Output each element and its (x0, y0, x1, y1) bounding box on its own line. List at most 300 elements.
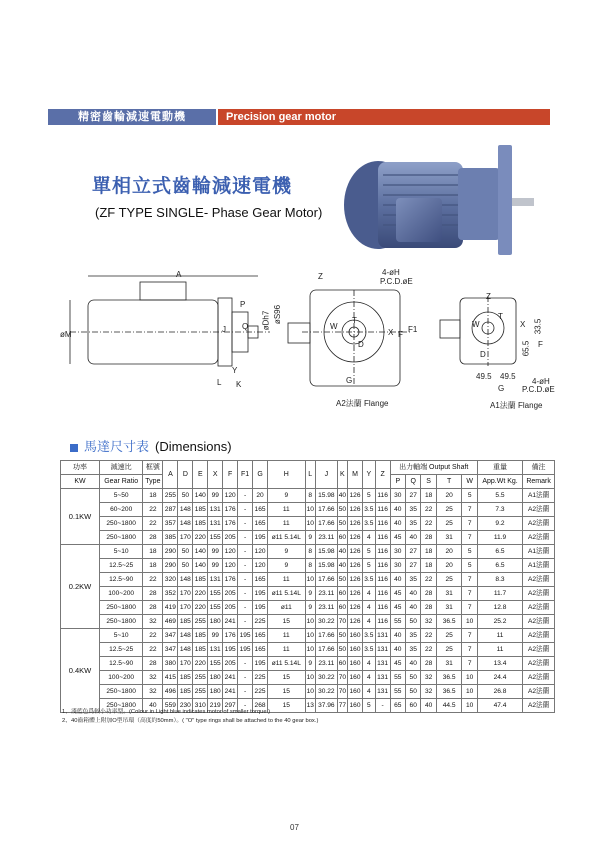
footnote-1: 1、淺藍色爲較小功率型。(Colour in Light blue indicates motor of smaller torque.) (62, 709, 271, 715)
table-cell: 27 (406, 559, 421, 573)
table-cell: 5 (462, 489, 477, 503)
table-cell: 30.22 (315, 615, 337, 629)
table-cell: 25 (436, 503, 462, 517)
th-col: F (223, 461, 238, 489)
table-cell: 255 (163, 489, 178, 503)
table-cell: 99 (208, 489, 223, 503)
table-cell: 10 (462, 615, 477, 629)
table-cell: A2法蘭 (523, 699, 555, 713)
table-cell: 10 (305, 503, 315, 517)
dim-label-g: G (346, 376, 353, 385)
dim-label-z: Z (318, 272, 323, 281)
table-cell: 155 (208, 601, 223, 615)
table-cell: 250~1800 (100, 699, 143, 713)
table-cell: 11 (268, 629, 306, 643)
th-shaft-col: S (421, 475, 436, 489)
table-cell: 185 (193, 517, 208, 531)
dim-label-w: W (330, 322, 338, 331)
table-cell: 496 (163, 685, 178, 699)
table-cell: 116 (375, 517, 390, 531)
table-cell: 7 (462, 657, 477, 671)
dim-label-j: J (222, 325, 226, 334)
table-cell: 155 (208, 587, 223, 601)
th-weight-en: App.Wt Kg. (477, 475, 522, 489)
table-cell: - (238, 517, 253, 531)
table-cell: 220 (193, 657, 208, 671)
table-cell: 47.4 (477, 699, 522, 713)
table-cell: 126 (348, 517, 363, 531)
table-row (61, 685, 555, 699)
table-row (61, 573, 555, 587)
table-cell: 120 (223, 545, 238, 559)
table-cell: 22 (421, 629, 436, 643)
table-cell: 160 (348, 657, 363, 671)
table-cell: A2法蘭 (523, 657, 555, 671)
table-cell: 160 (348, 643, 363, 657)
table-cell: 287 (163, 503, 178, 517)
table-cell: 116 (375, 615, 390, 629)
table-cell: 176 (223, 503, 238, 517)
table-cell: 17.66 (315, 503, 337, 517)
table-cell: 50 (178, 545, 193, 559)
table-cell: 241 (223, 671, 238, 685)
table-row (61, 671, 555, 685)
table-cell: 20 (436, 545, 462, 559)
table-cell: - (238, 699, 253, 713)
table-cell: 10 (305, 629, 315, 643)
table-cell: 18 (143, 545, 163, 559)
table-cell: A2法蘭 (523, 531, 555, 545)
table-cell: 12.5~25 (100, 559, 143, 573)
table-cell: 9 (268, 559, 306, 573)
table-cell: 165 (253, 503, 268, 517)
table-cell: 13.4 (477, 657, 522, 671)
table-cell: 116 (375, 503, 390, 517)
table-cell: 255 (193, 685, 208, 699)
table-cell: 7 (462, 643, 477, 657)
table-cell: 28 (421, 657, 436, 671)
table-cell: 77 (337, 699, 347, 713)
table-cell: 17.66 (315, 629, 337, 643)
table-cell: A1法蘭 (523, 489, 555, 503)
table-cell: 25 (436, 629, 462, 643)
table-cell: 7 (462, 503, 477, 517)
th-col: Z (375, 461, 390, 489)
table-cell: 415 (163, 671, 178, 685)
table-cell: 22 (143, 643, 163, 657)
table-cell: 60 (337, 587, 347, 601)
table-cell: 40 (337, 545, 347, 559)
table-cell: 70 (337, 671, 347, 685)
table-cell: 250~1800 (100, 531, 143, 545)
table-row (61, 601, 555, 615)
table-cell: 25 (436, 643, 462, 657)
table-cell: 220 (193, 531, 208, 545)
table-cell: 148 (178, 629, 193, 643)
table-cell: 99 (208, 629, 223, 643)
table-cell: 50 (337, 503, 347, 517)
table-cell: 22 (143, 517, 163, 531)
table-cell: 35 (406, 629, 421, 643)
table-cell: 11 (268, 573, 306, 587)
table-cell: 50 (406, 615, 421, 629)
table-cell: 5 (462, 545, 477, 559)
table-cell: 126 (348, 573, 363, 587)
table-cell: - (238, 545, 253, 559)
table-cell: 170 (178, 601, 193, 615)
dim-label-phim: øM (60, 330, 72, 339)
table-cell: 195 (238, 629, 253, 643)
table-cell: 268 (253, 699, 268, 713)
table-cell: 419 (163, 601, 178, 615)
table-cell: 250~1800 (100, 601, 143, 615)
table-cell: 55 (390, 671, 405, 685)
table-cell: 250~1800 (100, 517, 143, 531)
table-cell: 11.9 (477, 531, 522, 545)
table-cell: 35 (406, 573, 421, 587)
table-cell: 120 (253, 545, 268, 559)
table-cell: - (238, 489, 253, 503)
page-title-cn: 單相立式齒輪減速電機 (92, 175, 293, 197)
table-cell: 148 (178, 573, 193, 587)
table-cell: 12.8 (477, 601, 522, 615)
header-en-label: Precision gear motor (218, 109, 550, 125)
table-cell: 50 (178, 489, 193, 503)
dim-label-d: D (358, 340, 364, 349)
table-cell: 7 (462, 629, 477, 643)
th-col: A (163, 461, 178, 489)
table-cell: 22 (143, 629, 163, 643)
dim-label-l: L (217, 378, 222, 387)
table-cell: 148 (178, 517, 193, 531)
table-row (61, 503, 555, 517)
table-cell: 165 (253, 629, 268, 643)
table-cell: 12.5~25 (100, 643, 143, 657)
table-cell: 559 (163, 699, 178, 713)
table-cell: 40 (406, 657, 421, 671)
table-cell: 4 (363, 615, 376, 629)
dim-label-q: Q (242, 322, 249, 331)
table-cell: 195 (253, 587, 268, 601)
table-cell: 148 (178, 503, 193, 517)
table-cell: 18 (421, 545, 436, 559)
table-cell: 15.98 (315, 545, 337, 559)
table-row (61, 643, 555, 657)
table-cell: 25 (436, 573, 462, 587)
table-cell: ø11 5.14L (268, 657, 306, 671)
table-cell: 4 (363, 671, 376, 685)
table-cell: ø11 5.14L (268, 587, 306, 601)
table-cell: 116 (375, 489, 390, 503)
table-cell: A2法蘭 (523, 685, 555, 699)
table-cell: 40 (337, 559, 347, 573)
table-cell: 5~10 (100, 629, 143, 643)
dim-label-phid: øDh7 (261, 310, 271, 331)
table-cell: 10 (305, 615, 315, 629)
section-title-en: (Dimensions) (155, 439, 232, 454)
table-cell: 50 (337, 643, 347, 657)
table-cell: 9 (305, 531, 315, 545)
table-cell: 32 (143, 671, 163, 685)
dim-label-49-5b: 49.5 (500, 372, 516, 381)
header-bar (48, 109, 550, 125)
table-cell: 241 (223, 615, 238, 629)
header-cn-label: 精密齒輪減速電動機 (48, 109, 216, 125)
table-cell: 116 (375, 531, 390, 545)
table-cell: 9 (305, 587, 315, 601)
th-power-cn: 功率 (61, 461, 100, 475)
table-cell: 45 (390, 657, 405, 671)
table-cell: 205 (223, 587, 238, 601)
table-cell: 140 (193, 545, 208, 559)
table-cell: 45 (390, 587, 405, 601)
th-ratio-en: Gear Ratio (100, 475, 143, 489)
table-cell: A1法蘭 (523, 545, 555, 559)
table-cell: 120 (223, 489, 238, 503)
table-cell: 205 (223, 601, 238, 615)
table-cell: 18 (421, 489, 436, 503)
table-cell: 22 (143, 573, 163, 587)
table-cell: 9 (268, 489, 306, 503)
table-cell: 30 (390, 489, 405, 503)
table-cell: 230 (178, 699, 193, 713)
table-cell: 160 (348, 671, 363, 685)
table-cell: 45 (390, 601, 405, 615)
table-cell: 10 (462, 699, 477, 713)
table-cell: 25.2 (477, 615, 522, 629)
table-cell: 176 (223, 629, 238, 643)
table-cell: 36.5 (436, 615, 462, 629)
footnotes (62, 708, 318, 726)
table-cell: 28 (143, 601, 163, 615)
table-cell: 28 (421, 587, 436, 601)
table-cell: 60 (337, 601, 347, 615)
page-number: 07 (290, 823, 299, 832)
flange-a1-label: A1法蘭 Flange (490, 401, 543, 410)
table-cell: - (238, 671, 253, 685)
table-cell: 50 (406, 685, 421, 699)
table-cell: 9.2 (477, 517, 522, 531)
dim-label-d2: D (480, 350, 486, 359)
table-cell: 10 (462, 685, 477, 699)
table-cell: 37.96 (315, 699, 337, 713)
table-cell: 27 (406, 545, 421, 559)
table-cell: 11 (268, 517, 306, 531)
table-cell: 28 (421, 531, 436, 545)
table-cell: 9 (268, 545, 306, 559)
table-cell: 255 (193, 615, 208, 629)
table-cell: 40 (337, 489, 347, 503)
table-cell: 8 (305, 489, 315, 503)
table-cell: 126 (348, 601, 363, 615)
table-cell: 60 (406, 699, 421, 713)
table-cell: 126 (348, 503, 363, 517)
table-cell: 255 (193, 671, 208, 685)
table-cell: 4 (363, 685, 376, 699)
dim-label-f2: F (538, 340, 543, 349)
table-cell: 6.5 (477, 545, 522, 559)
table-cell: 165 (253, 573, 268, 587)
table-cell: 185 (193, 573, 208, 587)
table-cell: 195 (223, 643, 238, 657)
table-row (61, 517, 555, 531)
table-cell: 131 (375, 657, 390, 671)
table-cell: 12.5~90 (100, 657, 143, 671)
th-type-en: Type (143, 475, 163, 489)
table-cell: 126 (348, 489, 363, 503)
th-col: Y (363, 461, 376, 489)
table-cell: - (238, 685, 253, 699)
th-ratio-cn: 減速比 (100, 461, 143, 475)
table-cell: 185 (178, 671, 193, 685)
table-cell: ø11 5.14L (268, 531, 306, 545)
table-cell: 155 (208, 531, 223, 545)
table-cell: 28 (421, 601, 436, 615)
table-row (61, 587, 555, 601)
table-cell: 176 (223, 573, 238, 587)
table-cell: 3.5 (363, 517, 376, 531)
table-cell: 50 (406, 671, 421, 685)
table-cell: 185 (178, 615, 193, 629)
section-heading (70, 436, 232, 455)
table-cell: 180 (208, 671, 223, 685)
table-cell: - (238, 615, 253, 629)
table-cell: 40 (390, 629, 405, 643)
table-cell: 35 (406, 503, 421, 517)
table-cell: 18 (143, 559, 163, 573)
table-cell: - (375, 699, 390, 713)
table-row (61, 559, 555, 573)
table-cell: 5 (363, 559, 376, 573)
table-cell: 380 (163, 657, 178, 671)
dim-label-g2: G (498, 384, 505, 393)
th-output-shaft: 出力軸端 Output Shaft (390, 461, 477, 475)
page-title-en: (ZF TYPE SINGLE- Phase Gear Motor) (95, 205, 323, 220)
table-cell: 320 (163, 573, 178, 587)
table-cell: 31 (436, 531, 462, 545)
table-cell: 100~200 (100, 671, 143, 685)
table-cell: 170 (178, 587, 193, 601)
table-cell: 23.11 (315, 587, 337, 601)
dim-label-pcd1: 4-øH (382, 268, 400, 277)
table-cell: 99 (208, 545, 223, 559)
th-shaft-col: W (462, 475, 477, 489)
table-cell: 3.5 (363, 503, 376, 517)
table-cell: 31 (436, 587, 462, 601)
table-cell: 50 (337, 573, 347, 587)
table-cell: 120 (223, 559, 238, 573)
table-cell: 50 (337, 517, 347, 531)
table-cell: 15 (268, 615, 306, 629)
table-cell: 11.7 (477, 587, 522, 601)
table-cell: 25 (436, 517, 462, 531)
th-shaft-col: Q (406, 475, 421, 489)
table-cell: 15 (268, 671, 306, 685)
table-cell: 160 (348, 629, 363, 643)
th-power-en: KW (61, 475, 100, 489)
th-col: H (268, 461, 306, 489)
table-cell: 116 (375, 601, 390, 615)
table-cell: 13 (305, 699, 315, 713)
table-cell: 126 (348, 587, 363, 601)
table-cell: - (238, 573, 253, 587)
table-cell: 5 (363, 489, 376, 503)
table-cell: 116 (375, 559, 390, 573)
th-col: M (348, 461, 363, 489)
table-cell: 7 (462, 573, 477, 587)
table-cell: 131 (375, 671, 390, 685)
dim-label-f1: F1 (408, 325, 418, 334)
table-cell: 170 (178, 531, 193, 545)
table-cell: 40 (390, 503, 405, 517)
table-cell: 17.66 (315, 573, 337, 587)
th-remark-en: Remark (523, 475, 555, 489)
table-cell: 32 (421, 615, 436, 629)
table-cell: ø11 (268, 601, 306, 615)
table-cell: 357 (163, 517, 178, 531)
table-cell: 185 (193, 503, 208, 517)
th-col: E (193, 461, 208, 489)
table-cell: 205 (223, 657, 238, 671)
table-cell: 116 (375, 545, 390, 559)
table-cell: 23.11 (315, 601, 337, 615)
table-cell: 10 (305, 685, 315, 699)
table-cell: 5 (462, 559, 477, 573)
table-cell: 28 (143, 587, 163, 601)
table-cell: 225 (253, 615, 268, 629)
table-cell: 9 (305, 601, 315, 615)
table-cell: 50 (178, 559, 193, 573)
table-cell: 40 (406, 531, 421, 545)
table-cell: 126 (348, 545, 363, 559)
th-col: J (315, 461, 337, 489)
table-cell: 10 (305, 671, 315, 685)
th-weight-cn: 重量 (477, 461, 522, 475)
table-cell: 195 (253, 531, 268, 545)
table-cell: 30.22 (315, 685, 337, 699)
table-cell: 15 (268, 685, 306, 699)
table-cell: 195 (253, 601, 268, 615)
dim-label-w2: W (472, 320, 480, 329)
table-cell: 140 (193, 489, 208, 503)
th-col: X (208, 461, 223, 489)
table-cell: 3.5 (363, 573, 376, 587)
table-cell: A2法蘭 (523, 503, 555, 517)
table-cell: 160 (348, 699, 363, 713)
table-cell: 27 (406, 489, 421, 503)
table-cell: 40 (143, 699, 163, 713)
table-cell: 24.4 (477, 671, 522, 685)
table-row (61, 531, 555, 545)
table-cell: 185 (193, 643, 208, 657)
table-cell: 4 (363, 587, 376, 601)
table-cell: 32 (421, 671, 436, 685)
table-cell: 120 (253, 559, 268, 573)
table-cell: 131 (375, 643, 390, 657)
dim-label-pcd2: 4-øH (532, 377, 550, 386)
table-cell: 32 (143, 615, 163, 629)
table-cell: 297 (223, 699, 238, 713)
table-cell: 10 (305, 643, 315, 657)
table-cell: 10 (462, 671, 477, 685)
table-cell: 15.98 (315, 489, 337, 503)
table-cell: 17.66 (315, 517, 337, 531)
table-cell: 5~50 (100, 489, 143, 503)
table-cell: 22 (143, 503, 163, 517)
th-shaft-col: T (436, 475, 462, 489)
table-cell: 180 (208, 685, 223, 699)
dim-label-f: F (398, 330, 403, 339)
